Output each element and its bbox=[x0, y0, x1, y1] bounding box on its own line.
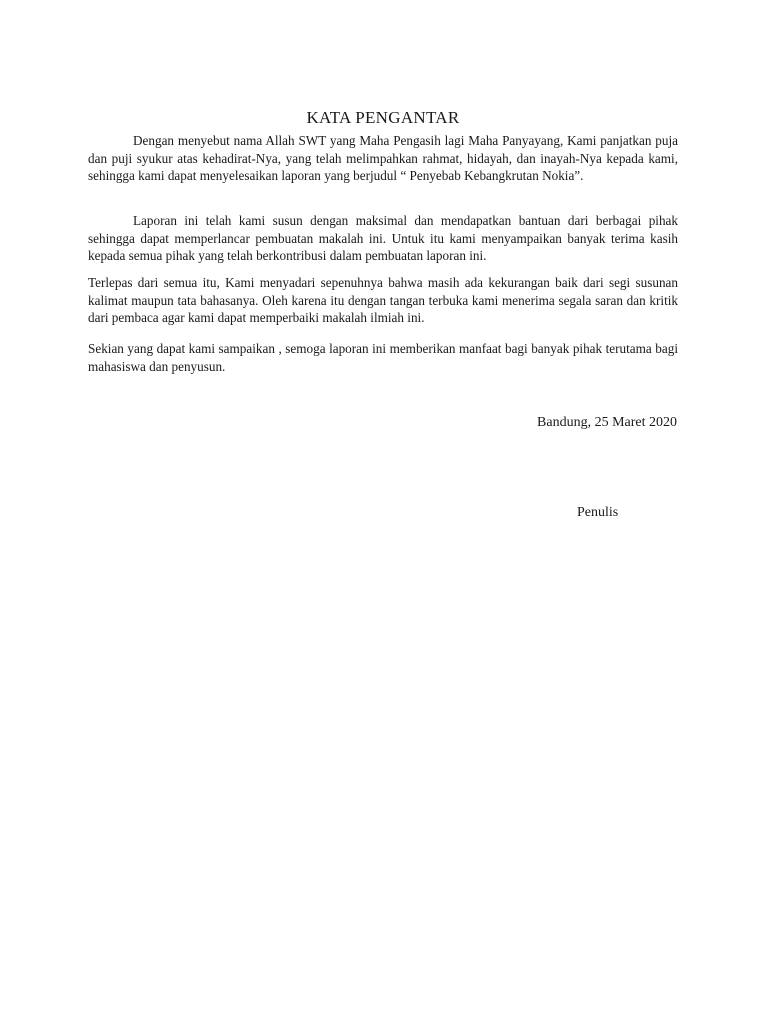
paragraph-closing: Sekian yang dapat kami sampaikan , semoga laporan ini memberikan manfaat bagi banyak pihak terutama bagi mahasiswa dan penyusun. bbox=[88, 341, 678, 374]
paragraph-acknowledgement: Laporan ini telah kami susun dengan maksimal dan mendapatkan bantuan dari berbagai pihak sehingga dapat memperlancar pembuatan makalah ini. Untuk itu kami menyampaikan banyak terima kasih kepada semua pihak yang telah berkontribusi dalam pembuatan laporan ini. bbox=[88, 213, 678, 263]
place-date: Bandung, 25 Maret 2020 bbox=[537, 415, 677, 430]
paragraph-limitations: Terlepas dari semua itu, Kami menyadari sepenuhnya bahwa masih ada kekurangan baik dari segi susunan kalimat maupun tata bahasanya. Oleh karena itu dengan tangan terbuka kami menerima segala saran dan kritik dari pembaca agar kami dapat memperbaiki makalah ilmiah ini. bbox=[88, 275, 678, 325]
author-signature: Penulis bbox=[577, 505, 619, 520]
paragraph-intro: Dengan menyebut nama Allah SWT yang Maha Pengasih lagi Maha Panyayang, Kami panjatkan puja dan puji syukur atas kehadirat-Nya, yang telah melimpahkan rahmat, hidayah, dan inayah-Nya kepada kami, sehingga kami dapat menyelesaikan laporan yang berjudul “ Penyebab Kebangkrutan Nokia”. bbox=[88, 133, 678, 183]
page-title: KATA PENGANTAR bbox=[306, 108, 460, 127]
